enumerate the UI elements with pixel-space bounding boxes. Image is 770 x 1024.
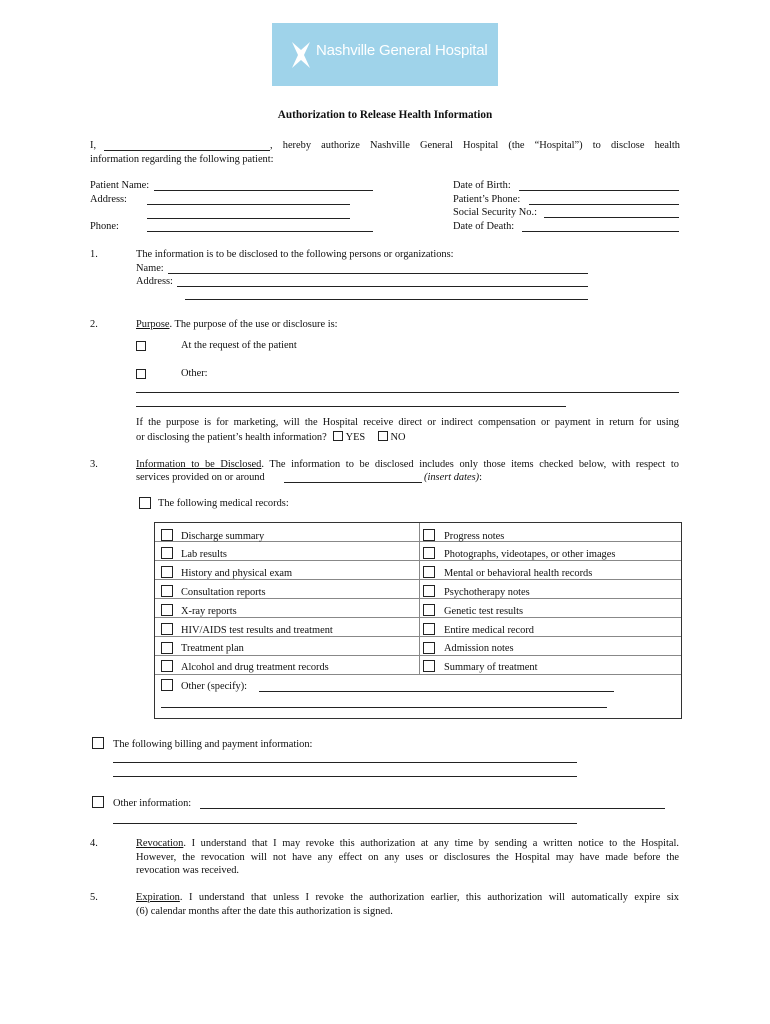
psychotherapy-notes-label: Psychotherapy notes	[444, 587, 530, 598]
hiv-aids-checkbox[interactable]	[161, 623, 173, 635]
consultation-reports-label: Consultation reports	[181, 587, 266, 598]
services-date-field[interactable]	[284, 482, 422, 483]
admission-notes-checkbox[interactable]	[423, 642, 435, 654]
dod-field[interactable]	[522, 231, 679, 232]
discharge-summary-checkbox[interactable]	[161, 529, 173, 541]
services-date-hint	[424, 472, 482, 484]
section3-line1	[136, 459, 679, 471]
treatment-plan-label: Treatment plan	[181, 643, 244, 654]
psychotherapy-notes-checkbox[interactable]	[423, 585, 435, 597]
billing-field-2[interactable]	[113, 776, 577, 777]
section4-line3: revocation was received.	[136, 865, 239, 876]
mental-health-checkbox[interactable]	[423, 566, 435, 578]
insert-dates-hint: (insert dates)	[424, 472, 480, 483]
table-row-divider	[155, 655, 681, 656]
other-information-field[interactable]	[200, 808, 665, 809]
other-specify-field-2[interactable]	[161, 707, 607, 708]
ssn-label: Social Security No.:	[453, 207, 537, 218]
section1-number: 1.	[90, 249, 98, 260]
section2-line	[136, 319, 338, 331]
address-label: Address:	[90, 194, 127, 205]
other-specify-checkbox[interactable]	[161, 679, 173, 691]
summary-treatment-label: Summary of treatment	[444, 662, 538, 673]
section5-number: 5.	[90, 892, 98, 903]
expiration-heading: Expiration	[136, 892, 180, 903]
section5-line1	[136, 892, 679, 904]
history-physical-label: History and physical exam	[181, 568, 293, 579]
table-row-divider	[155, 674, 681, 675]
marketing-question-line2	[136, 430, 405, 444]
medical-records-checkbox[interactable]	[139, 497, 151, 509]
address-field-2[interactable]	[147, 218, 350, 219]
entire-record-label: Entire medical record	[444, 625, 535, 636]
marketing-question-text: or disclosing the patient’s health information?	[136, 432, 327, 443]
dob-label: Date of Birth:	[453, 180, 511, 191]
expiration-text: . I understand that unless I revoke the authorization earlier, this authorization will automatically expire six	[179, 892, 679, 903]
other-information-label: Other information:	[113, 798, 192, 809]
recipient-address-field-2[interactable]	[185, 299, 588, 300]
patient-name-field[interactable]	[154, 190, 373, 191]
other-information-checkbox[interactable]	[92, 796, 104, 808]
services-date-colon: :	[479, 472, 483, 483]
treatment-plan-checkbox[interactable]	[161, 642, 173, 654]
logo-text: Nashville General Hospital	[316, 42, 488, 59]
medical-records-label: The following medical records:	[158, 498, 289, 509]
billing-checkbox[interactable]	[92, 737, 104, 749]
intro-prefix: I,	[90, 140, 97, 151]
purpose-heading: Purpose	[136, 319, 170, 330]
entire-record-checkbox[interactable]	[423, 623, 435, 635]
marketing-no-checkbox[interactable]	[378, 431, 388, 441]
section3-line2	[136, 472, 265, 484]
purpose-other-field[interactable]	[136, 392, 679, 393]
medical-records-table	[154, 522, 682, 719]
marketing-question-line1: If the purpose is for marketing, will the Hospital receive direct or indirect compensation or payment in return for using	[136, 417, 679, 428]
xray-reports-label: X-ray reports	[181, 606, 237, 617]
recipient-address-label: Address:	[136, 276, 173, 287]
other-information-field-2[interactable]	[113, 823, 577, 824]
section5-line2: (6) calendar months after the date this authorization is signed.	[136, 906, 393, 917]
section4-number: 4.	[90, 838, 98, 849]
progress-notes-checkbox[interactable]	[423, 529, 435, 541]
revocation-text: . I understand that I may revoke this authorization at any time by sending a written notice to the Hospital.	[183, 838, 679, 849]
xray-reports-checkbox[interactable]	[161, 604, 173, 616]
section3-heading: Information to be Disclosed	[136, 459, 262, 470]
alcohol-drug-label: Alcohol and drug treatment records	[181, 662, 329, 673]
history-physical-checkbox[interactable]	[161, 566, 173, 578]
other-specify-label: Other (specify):	[181, 681, 248, 692]
authorizer-name-field[interactable]	[104, 150, 270, 151]
dod-label: Date of Death:	[453, 221, 515, 232]
services-date-label: services provided on or around	[136, 472, 265, 483]
summary-treatment-checkbox[interactable]	[423, 660, 435, 672]
genetic-test-label: Genetic test results	[444, 606, 524, 617]
ssn-field[interactable]	[544, 217, 679, 218]
purpose-other-checkbox[interactable]	[136, 369, 146, 379]
form-title: Authorization to Release Health Information	[277, 109, 493, 121]
patient-name-label: Patient Name:	[90, 180, 150, 191]
marketing-no-label: NO	[390, 432, 406, 443]
recipient-name-label: Name:	[136, 263, 164, 274]
genetic-test-checkbox[interactable]	[423, 604, 435, 616]
revocation-heading: Revocation	[136, 838, 184, 849]
phone-label: Phone:	[90, 221, 119, 232]
patient-phone-label: Patient’s Phone:	[453, 194, 521, 205]
progress-notes-label: Progress notes	[444, 531, 505, 542]
marketing-yes-label: YES	[345, 432, 366, 443]
section2-number: 2.	[90, 319, 98, 330]
lab-results-checkbox[interactable]	[161, 547, 173, 559]
section3-number: 3.	[90, 459, 98, 470]
intro-line1: , hereby authorize Nashville General Hospital (the “Hospital”) to disclose health	[270, 140, 680, 151]
dob-field[interactable]	[519, 190, 679, 191]
purpose-other-field-2[interactable]	[136, 406, 566, 407]
section1-text: The information is to be disclosed to the following persons or organizations:	[136, 249, 454, 260]
phone-field[interactable]	[147, 231, 373, 232]
mental-health-label: Mental or behavioral health records	[444, 568, 593, 579]
hospital-logo-icon	[290, 40, 312, 70]
marketing-yes-checkbox[interactable]	[333, 431, 343, 441]
billing-field[interactable]	[113, 762, 577, 763]
lab-results-label: Lab results	[181, 549, 227, 560]
photographs-checkbox[interactable]	[423, 547, 435, 559]
purpose-text: . The purpose of the use or disclosure is:	[169, 319, 338, 330]
recipient-name-field[interactable]	[168, 273, 588, 274]
purpose-patient-request-checkbox[interactable]	[136, 341, 146, 351]
alcohol-drug-checkbox[interactable]	[161, 660, 173, 672]
photographs-label: Photographs, videotapes, or other images	[444, 549, 616, 560]
section4-line2: However, the revocation will not have any effect on any uses or disclosures the Hospital may have made before the	[136, 852, 679, 863]
purpose-other-label: Other:	[181, 368, 208, 379]
hospital-logo	[272, 23, 498, 86]
consultation-reports-checkbox[interactable]	[161, 585, 173, 597]
recipient-address-field[interactable]	[177, 286, 588, 287]
billing-label: The following billing and payment information:	[113, 739, 313, 750]
admission-notes-label: Admission notes	[444, 643, 514, 654]
patient-phone-field[interactable]	[529, 204, 679, 205]
section4-line1	[136, 838, 679, 850]
intro-line2: information regarding the following patient:	[90, 154, 274, 165]
address-field[interactable]	[147, 204, 350, 205]
section3-text: . The information to be disclosed includes only those items checked below, with respect to	[261, 459, 679, 470]
purpose-patient-request-label: At the request of the patient	[181, 340, 297, 351]
discharge-summary-label: Discharge summary	[181, 531, 265, 542]
other-specify-field[interactable]	[259, 691, 614, 692]
hiv-aids-label: HIV/AIDS test results and treatment	[181, 625, 333, 636]
